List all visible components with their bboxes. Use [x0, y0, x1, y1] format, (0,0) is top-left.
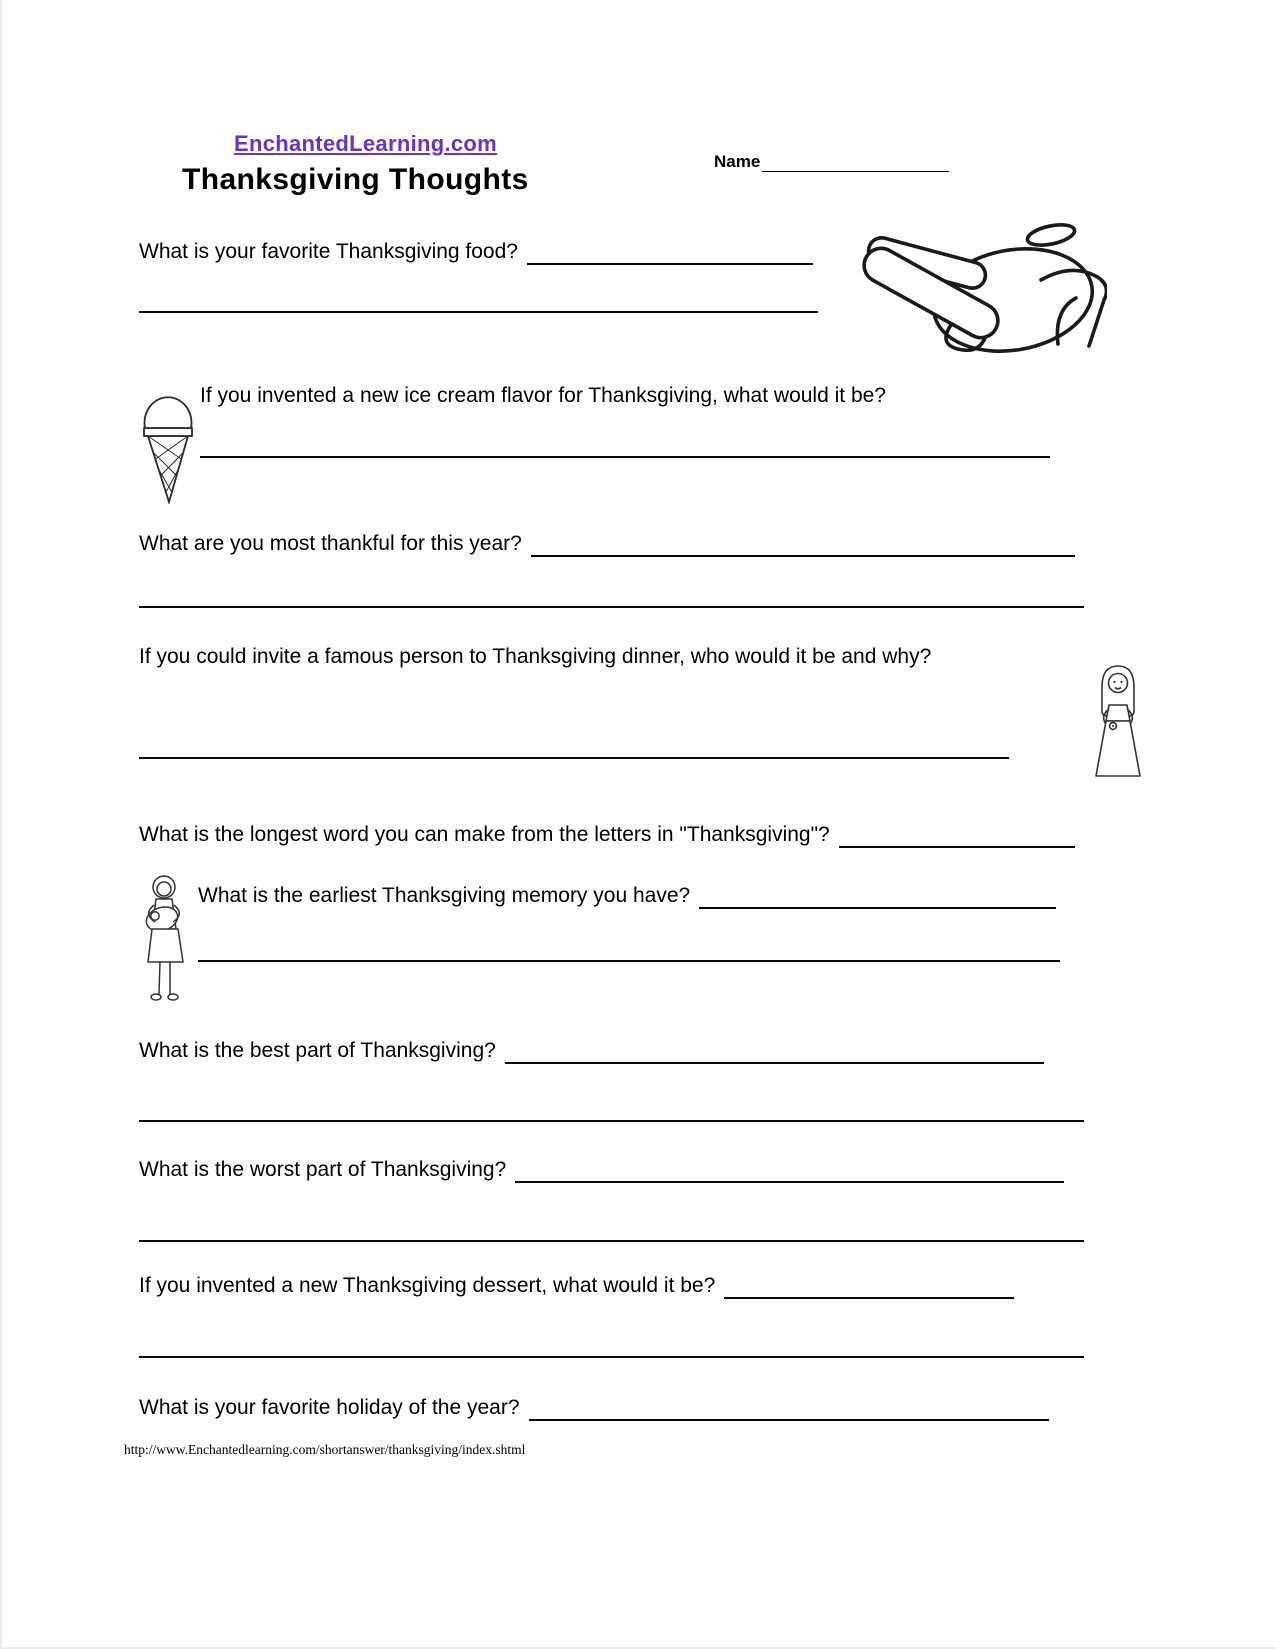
- ice-cream-cone-icon: [141, 374, 195, 504]
- name-blank-line: [762, 153, 949, 172]
- question-8: [139, 1156, 1064, 1183]
- question-text: If you invented a new ice cream flavor for Thanksgiving, what would it be?: [200, 384, 886, 407]
- question-5: [139, 821, 1075, 848]
- question-text: What are you most thankful for this year?: [139, 532, 522, 555]
- question-2: [200, 382, 886, 409]
- question-text: What is the worst part of Thanksgiving?: [139, 1158, 507, 1181]
- answer-blank-line: [515, 1160, 1064, 1183]
- woman-holding-turkey-icon: [139, 874, 191, 1004]
- answer-blank-line: [139, 1240, 1084, 1242]
- answer-blank-line: [139, 606, 1084, 608]
- question-7: [139, 1037, 1044, 1064]
- page-title: Thanksgiving Thoughts: [182, 163, 529, 196]
- roast-turkey-icon: [855, 220, 1107, 354]
- girl-with-flower-icon: [1090, 664, 1146, 778]
- question-9: [139, 1272, 1014, 1299]
- name-field: [714, 152, 949, 172]
- answer-blank-line: [699, 886, 1056, 909]
- question-4: [139, 643, 931, 670]
- question-6: [198, 882, 1056, 909]
- answer-blank-line: [139, 311, 818, 313]
- answer-blank-line: [724, 1276, 1014, 1299]
- question-1: [139, 238, 813, 265]
- question-3: [139, 530, 1075, 557]
- answer-blank-line: [531, 534, 1075, 557]
- source-url: http://www.Enchantedlearning.com/shortanswer/thanksgiving/index.shtml: [124, 1442, 526, 1457]
- answer-blank-line: [139, 1356, 1084, 1358]
- name-label: Name: [714, 152, 761, 171]
- question-10: [139, 1394, 1049, 1421]
- question-text: What is the best part of Thanksgiving?: [139, 1039, 496, 1062]
- answer-blank-line: [529, 1398, 1049, 1421]
- answer-blank-line: [505, 1041, 1044, 1064]
- question-text: If you invented a new Thanksgiving dessert, what would it be?: [139, 1274, 716, 1297]
- question-text: What is the earliest Thanksgiving memory you have?: [198, 884, 691, 907]
- question-text: What is the longest word you can make from the letters in "Thanksgiving"?: [139, 823, 830, 846]
- question-text: If you could invite a famous person to Thanksgiving dinner, who would it be and why?: [139, 645, 932, 668]
- answer-blank-line: [139, 757, 1009, 759]
- answer-blank-line: [527, 242, 813, 265]
- question-text: What is your favorite Thanksgiving food?: [139, 240, 518, 263]
- answer-blank-line: [200, 456, 1050, 458]
- question-text: What is your favorite holiday of the year?: [139, 1396, 520, 1419]
- answer-blank-line: [198, 960, 1060, 962]
- answer-blank-line: [139, 1120, 1084, 1122]
- site-link[interactable]: EnchantedLearning.com: [234, 131, 498, 156]
- answer-blank-line: [839, 825, 1075, 848]
